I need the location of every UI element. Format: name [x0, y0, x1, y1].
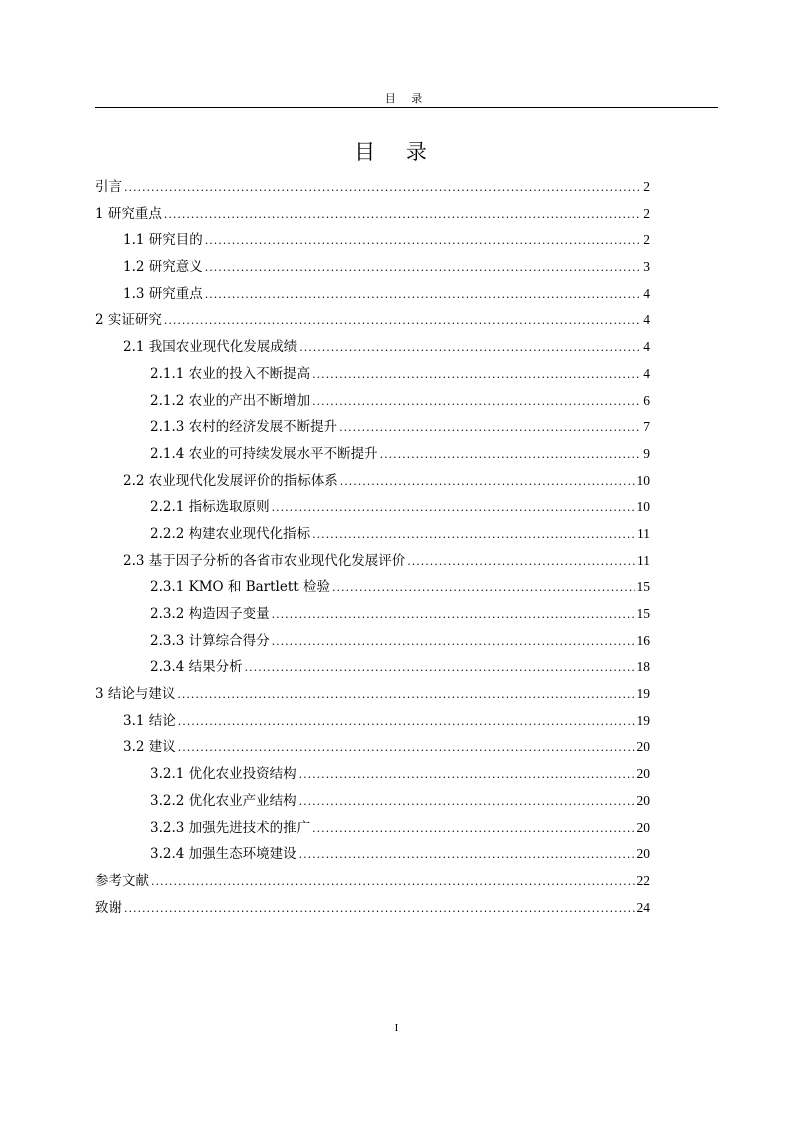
toc-entry-label: 3.1 结论	[123, 712, 176, 729]
toc-entry[interactable]	[95, 601, 650, 628]
toc-entry[interactable]	[95, 841, 650, 868]
toc-entry-page: 20	[636, 819, 650, 835]
toc-entry-page: 3	[643, 259, 650, 275]
toc-entry-page: 6	[643, 392, 650, 408]
dot-leader	[272, 495, 635, 522]
toc-entry-page: 15	[636, 606, 650, 621]
toc-entry-page: 4	[643, 285, 650, 301]
toc-entry[interactable]	[95, 574, 650, 601]
header-rule	[95, 107, 718, 108]
toc-entry[interactable]	[95, 201, 650, 228]
toc-entry[interactable]	[95, 388, 650, 415]
toc-entry[interactable]	[95, 868, 650, 895]
page-number: I	[394, 1022, 399, 1034]
toc-entry-label: 2.1.1 农业的投入不断提高	[150, 365, 311, 382]
toc-entry[interactable]	[95, 761, 650, 788]
running-header: 目 录	[384, 92, 429, 105]
toc-entry[interactable]	[95, 361, 650, 388]
toc-entry-label: 2.3.2 构造因子变量	[150, 606, 270, 622]
table-of-contents	[95, 174, 650, 921]
toc-entry-label: 2.2 农业现代化发展评价的指标体系	[123, 472, 338, 489]
toc-entry[interactable]	[95, 254, 650, 281]
toc-entry-page: 2	[643, 232, 650, 248]
toc-entry-page: 16	[636, 632, 650, 648]
dot-leader	[299, 842, 635, 869]
toc-entry-page: 10	[636, 472, 650, 488]
toc-entry[interactable]	[95, 174, 650, 201]
toc-entry-label: 3.2.1 优化农业投资结构	[150, 766, 297, 783]
toc-entry-page: 20	[636, 846, 650, 862]
toc-entry-page: 2	[643, 179, 650, 194]
toc-entry-label: 3.2.4 加强生态环境建设	[150, 846, 297, 863]
toc-entry-page: 11	[637, 525, 650, 541]
toc-entry-label: 3.2 建议	[123, 739, 176, 756]
toc-entry-page: 4	[643, 312, 650, 328]
dot-leader	[124, 175, 641, 202]
toc-entry-page: 2	[643, 205, 650, 221]
toc-entry-page: 19	[636, 712, 650, 728]
toc-entry-page: 19	[636, 686, 650, 702]
dot-leader	[332, 575, 635, 602]
dot-leader	[245, 655, 635, 682]
toc-entry-label: 1.1 研究目的	[123, 232, 203, 249]
dot-leader	[339, 415, 641, 442]
toc-entry-label: 2.3.1 KMO 和 Bartlett 检验	[150, 579, 330, 596]
dot-leader	[272, 629, 635, 656]
toc-entry[interactable]	[95, 654, 650, 681]
dot-leader	[124, 896, 635, 923]
page-title: 目 录	[354, 140, 439, 164]
toc-entry-page: 15	[636, 579, 650, 595]
dot-leader	[272, 602, 635, 629]
toc-entry[interactable]	[95, 521, 650, 548]
toc-entry[interactable]	[95, 895, 650, 922]
dot-leader	[164, 308, 641, 335]
dot-leader	[178, 735, 635, 762]
dot-leader	[380, 442, 642, 469]
toc-entry-page: 20	[636, 766, 650, 782]
dot-leader	[299, 762, 635, 789]
toc-entry-label: 2.1.3 农村的经济发展不断提升	[150, 419, 338, 436]
toc-entry-page: 24	[636, 899, 650, 915]
toc-entry-page: 4	[643, 339, 650, 355]
dot-leader	[177, 682, 634, 709]
toc-entry[interactable]	[95, 441, 650, 468]
toc-entry-page: 9	[643, 445, 650, 461]
toc-entry-label: 参考文献	[95, 872, 149, 889]
dot-leader	[299, 789, 635, 816]
dot-leader	[205, 255, 641, 282]
dot-leader	[312, 816, 634, 843]
toc-entry-page: 7	[643, 419, 650, 435]
toc-entry[interactable]	[95, 681, 650, 708]
toc-entry[interactable]	[95, 734, 650, 761]
toc-entry-page: 18	[636, 659, 650, 675]
dot-leader	[178, 709, 635, 736]
dot-leader	[312, 362, 641, 389]
dot-leader	[205, 228, 641, 255]
toc-entry-label: 2.1.4 农业的可持续发展水平不断提升	[150, 445, 378, 462]
toc-entry-page: 10	[636, 499, 650, 515]
toc-entry[interactable]	[95, 468, 650, 495]
toc-entry[interactable]	[95, 334, 650, 361]
toc-entry-label: 2 实证研究	[95, 312, 162, 329]
dot-leader	[164, 202, 641, 229]
toc-entry-label: 1.2 研究意义	[123, 259, 203, 276]
dot-leader	[340, 469, 635, 496]
dot-leader	[205, 282, 641, 309]
toc-entry[interactable]	[95, 548, 650, 575]
toc-entry-label: 2.1.2 农业的产出不断增加	[150, 392, 311, 409]
toc-entry-label: 2.3.3 计算综合得分	[150, 632, 270, 649]
toc-entry[interactable]	[95, 307, 650, 334]
toc-entry-label: 引言	[95, 179, 122, 195]
toc-entry[interactable]	[95, 628, 650, 655]
toc-entry-label: 2.3 基于因子分析的各省市农业现代化发展评价	[123, 552, 406, 569]
toc-entry-page: 20	[636, 792, 650, 808]
dot-leader	[151, 869, 635, 896]
toc-entry[interactable]	[95, 281, 650, 308]
toc-entry-label: 1 研究重点	[95, 205, 162, 222]
toc-entry-label: 2.1 我国农业现代化发展成绩	[123, 339, 298, 356]
toc-entry-label: 2.2.2 构建农业现代化指标	[150, 525, 311, 542]
toc-entry-label: 2.2.1 指标选取原则	[150, 499, 270, 516]
toc-entry[interactable]	[95, 414, 650, 441]
dot-leader	[407, 549, 635, 576]
toc-entry[interactable]	[95, 227, 650, 254]
dot-leader	[299, 335, 641, 362]
toc-entry-page: 11	[637, 552, 650, 568]
toc-entry-label: 3.2.3 加强先进技术的推广	[150, 819, 311, 836]
toc-entry[interactable]	[95, 815, 650, 842]
toc-entry-label: 1.3 研究重点	[123, 285, 203, 302]
toc-entry-label: 3 结论与建议	[95, 686, 176, 703]
dot-leader	[312, 522, 635, 549]
toc-entry-label: 2.3.4 结果分析	[150, 659, 243, 676]
toc-entry[interactable]	[95, 788, 650, 815]
toc-entry-label: 3.2.2 优化农业产业结构	[150, 792, 297, 809]
dot-leader	[312, 389, 641, 416]
toc-entry-page: 22	[636, 872, 650, 888]
toc-entry-page: 20	[636, 739, 650, 755]
toc-entry[interactable]	[95, 708, 650, 735]
toc-entry-label: 致谢	[95, 899, 122, 916]
toc-entry[interactable]	[95, 494, 650, 521]
toc-entry-page: 4	[643, 365, 650, 381]
